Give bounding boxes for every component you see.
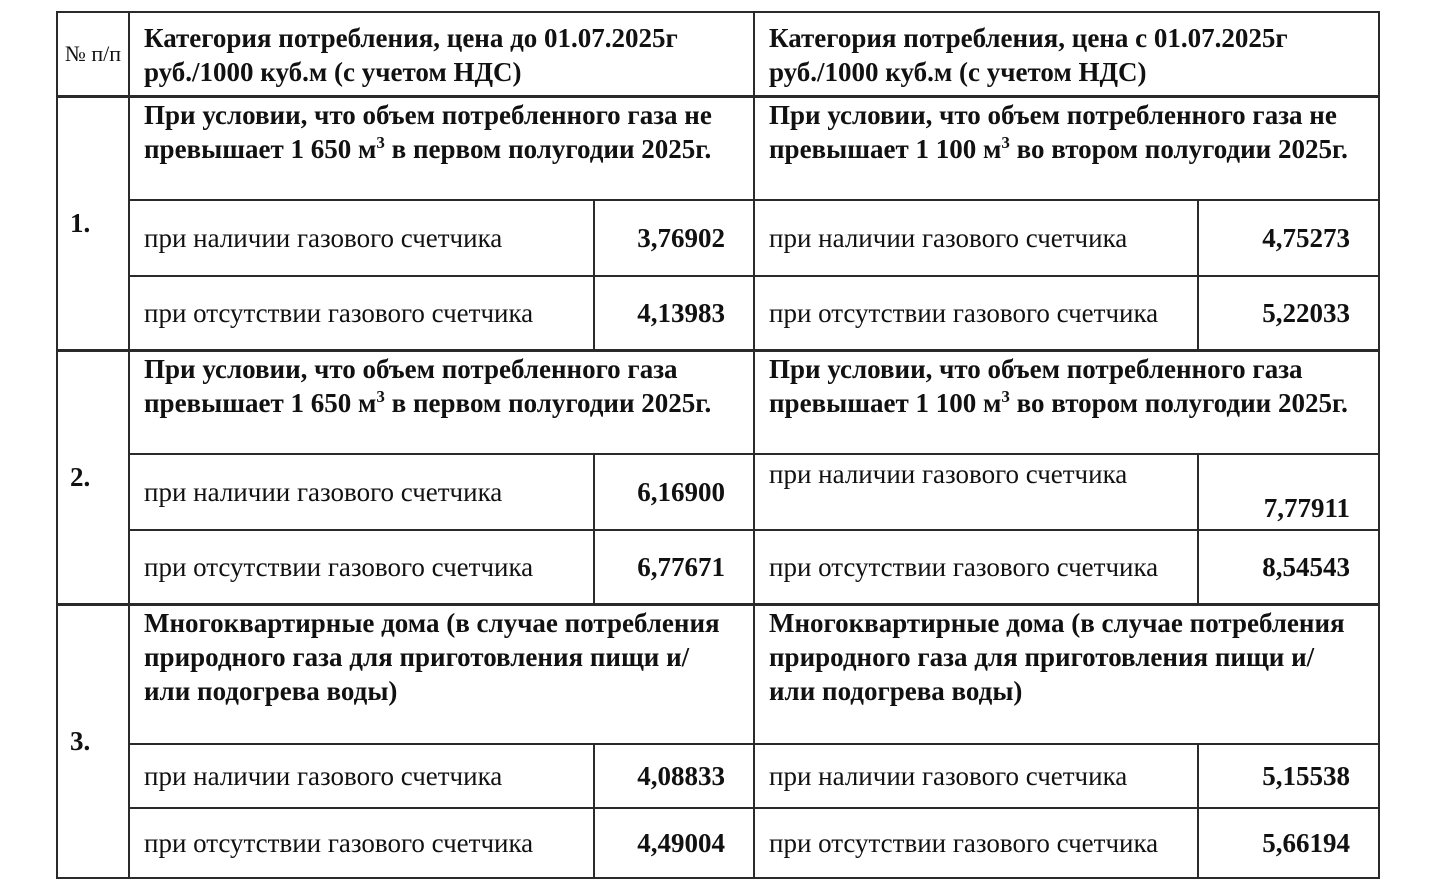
section-3-row-1-left-value: 4,08833 (594, 744, 754, 808)
section-2-row-2-left-value: 6,77671 (594, 530, 754, 604)
section-1-row-1-left-value: 3,76902 (594, 200, 754, 276)
section-1-right-condition: При условии, что объем потребленного газа не превышает 1 100 $м^3$ во втором полугодии 2025г. (754, 96, 1379, 200)
header-right: Категория потребления, цена с 01.07.2025г руб./1000 куб.м (с учетом НДС) (754, 12, 1379, 96)
section-2-row-1-left-label: при наличии газового счетчика (129, 454, 594, 530)
section-2-row-1 (57, 454, 1379, 530)
section-3-condition-row (57, 604, 1379, 744)
section-2-number: 2. (57, 350, 129, 604)
section-2-left-condition: При условии, что объем потребленного газа превышает 1 650 $м^3$ в первом полугодии 2025г. (129, 350, 754, 454)
section-1-row-1-right-label: при наличии газового счетчика (754, 200, 1198, 276)
header-left: Категория потребления, цена до 01.07.2025г руб./1000 куб.м (с учетом НДС) (129, 12, 754, 96)
section-2-row-1-left-value: 6,16900 (594, 454, 754, 530)
header-row (57, 12, 1379, 96)
section-2-row-2-left-label: при отсутствии газового счетчика (129, 530, 594, 604)
section-2-condition-row (57, 350, 1379, 454)
section-3-row-2-left-label: при отсутствии газового счетчика (129, 808, 594, 878)
section-1-row-2 (57, 276, 1379, 350)
section-3-left-condition: Многоквартирные дома (в случае потребления природного газа для приготовления пищи и/ или подогрева воды) (129, 604, 754, 744)
section-1-row-1-right-value: 4,75273 (1198, 200, 1379, 276)
section-1-row-2-left-value: 4,13983 (594, 276, 754, 350)
section-3-row-1-right-value: 5,15538 (1198, 744, 1379, 808)
section-3-row-1 (57, 744, 1379, 808)
section-3-row-2-right-label: при отсутствии газового счетчика (754, 808, 1198, 878)
section-1-row-1 (57, 200, 1379, 276)
section-3-row-2 (57, 808, 1379, 878)
section-1-row-2-left-label: при отсутствии газового счетчика (129, 276, 594, 350)
section-1-left-condition: При условии, что объем потребленного газа не превышает 1 650 $м^3$ в первом полугодии 2025г. (129, 96, 754, 200)
section-2-row-1-right-value: 7,77911 (1198, 454, 1379, 530)
section-2-row-2-right-value: 8,54543 (1198, 530, 1379, 604)
section-3-row-1-left-label: при наличии газового счетчика (129, 744, 594, 808)
section-2-row-2-right-label: при отсутствии газового счетчика (754, 530, 1198, 604)
section-3-number: 3. (57, 604, 129, 878)
section-3-row-2-right-value: 5,66194 (1198, 808, 1379, 878)
tariff-table (56, 11, 1380, 879)
section-1-row-2-right-label: при отсутствии газового счетчика (754, 276, 1198, 350)
header-num: № п/п (57, 12, 129, 96)
section-1-row-1-left-label: при наличии газового счетчика (129, 200, 594, 276)
section-1-number: 1. (57, 96, 129, 350)
section-3-row-2-left-value: 4,49004 (594, 808, 754, 878)
section-3-right-condition: Многоквартирные дома (в случае потребления природного газа для приготовления пищи и/ или подогрева воды) (754, 604, 1379, 744)
section-1-condition-row (57, 96, 1379, 200)
section-2-right-condition: При условии, что объем потребленного газа превышает 1 100 $м^3$ во втором полугодии 2025г. (754, 350, 1379, 454)
section-3-row-1-right-label: при наличии газового счетчика (754, 744, 1198, 808)
section-1-row-2-right-value: 5,22033 (1198, 276, 1379, 350)
section-2-row-1-right-label: при наличии газового счетчика (754, 454, 1198, 530)
section-2-row-2 (57, 530, 1379, 604)
